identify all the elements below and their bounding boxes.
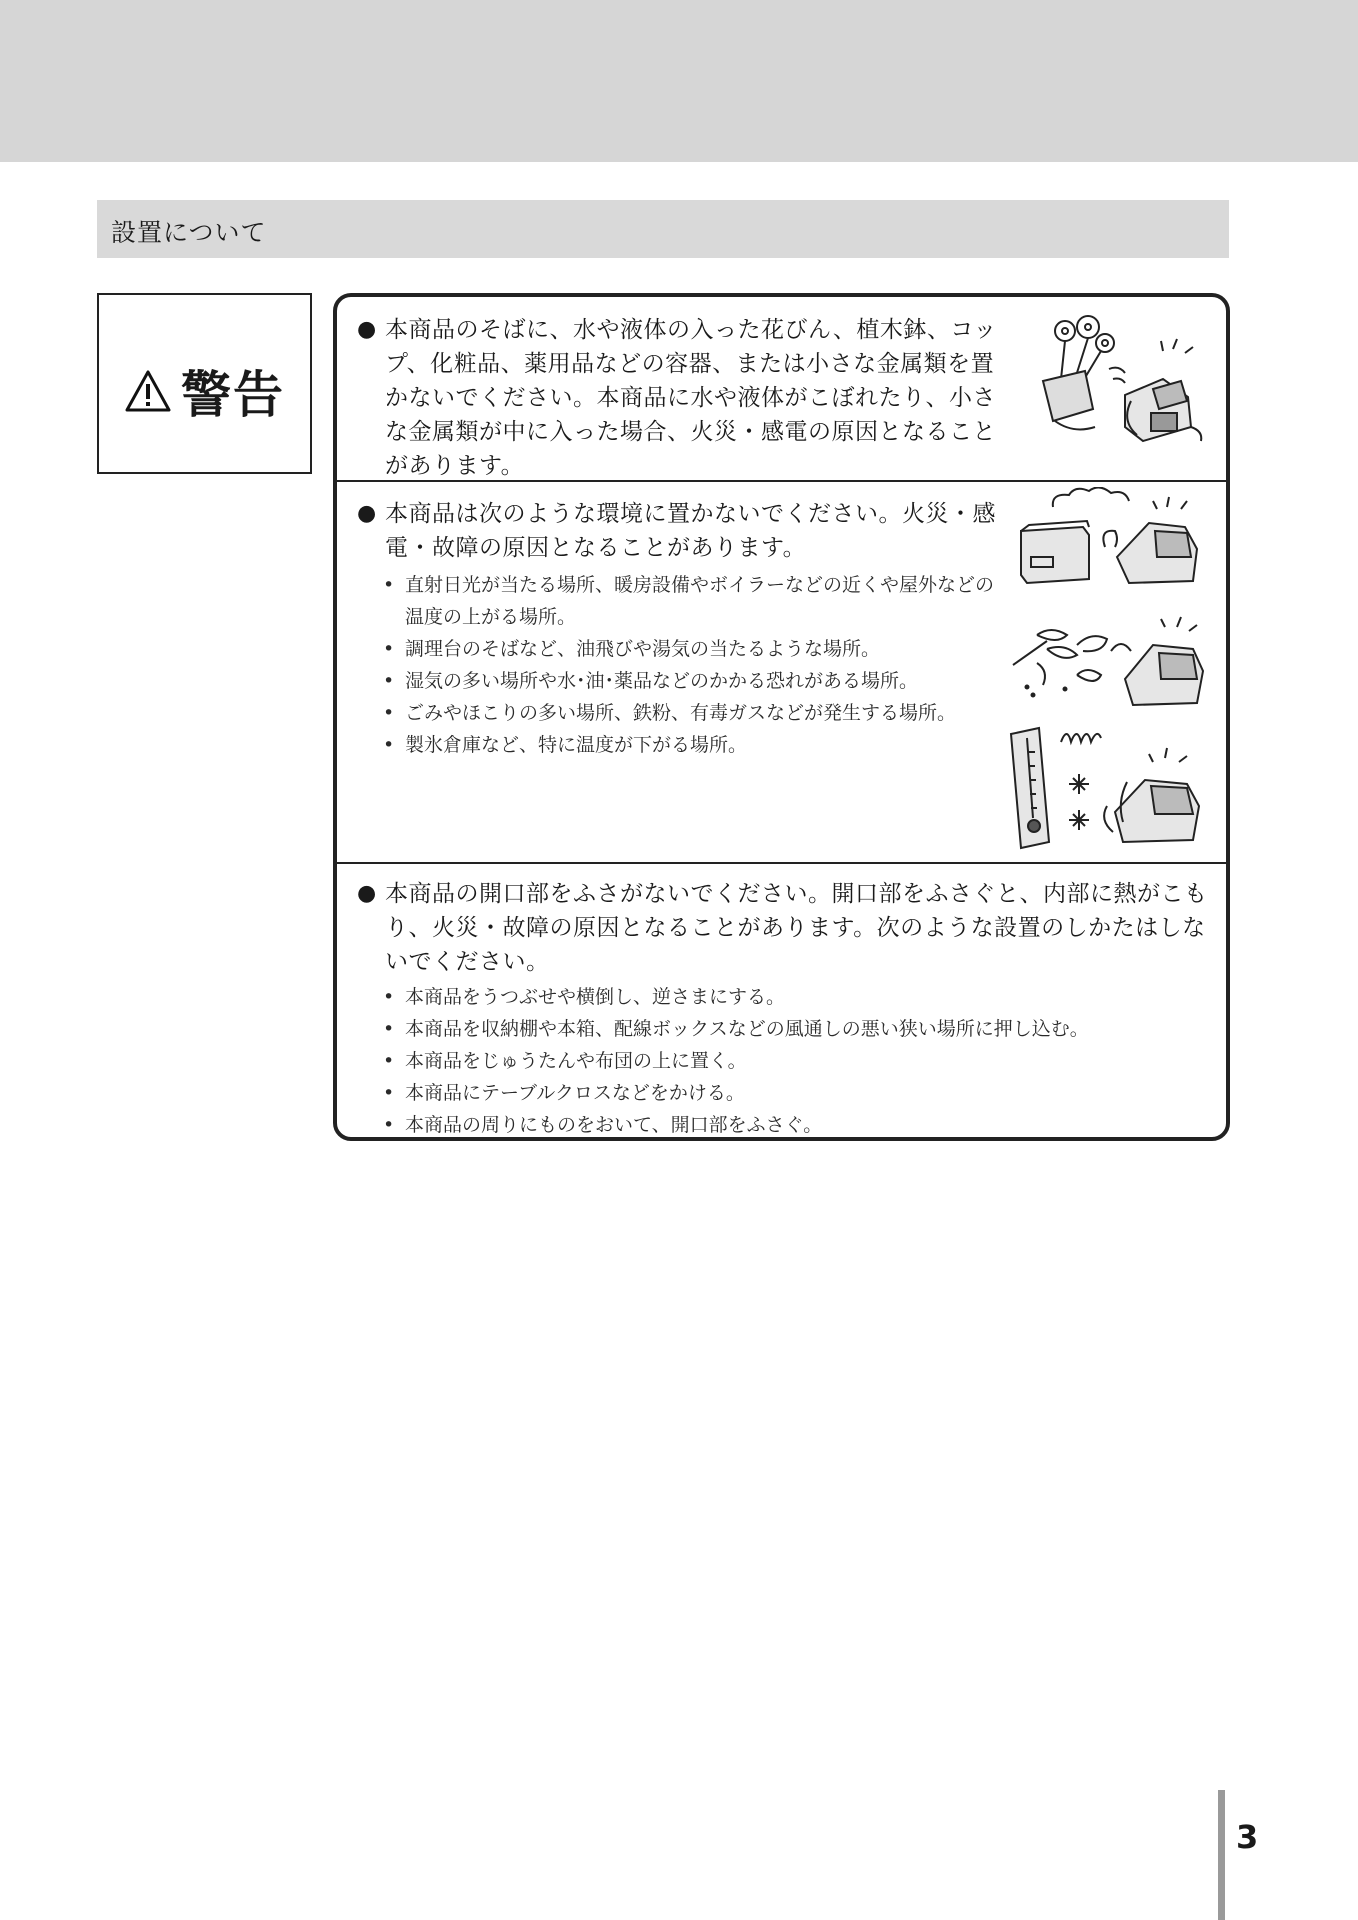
sub-list-item: • 本商品を収納棚や本箱、配線ボックスなどの風通しの悪い狭い場所に押し込む。 xyxy=(383,1018,1089,1040)
block-divider xyxy=(337,480,1226,482)
thermometer-cold-phone-illustration xyxy=(1007,722,1217,857)
warning-content-box xyxy=(333,293,1230,1141)
warning-box xyxy=(97,293,312,474)
warning-item-text: 本商品のそばに、水や液体の入った花びん、植木鉢、コップ、化粧品、薬用品などの容器、または小さな金属類を置かないでください。本商品に水や液体がこぼれたり、小さな金属類が中に入った場合、火災・感電の原因となることがあります。 xyxy=(385,317,997,479)
page-edge-mark xyxy=(1218,1790,1225,1920)
top-band xyxy=(0,0,1358,162)
sub-list-item: • 直射日光が当たる場所、暖房設備やボイラーなどの近くや屋外などの温度の上がる場所。 xyxy=(383,574,995,628)
section-header xyxy=(97,200,1229,258)
warning-label: 警告 xyxy=(181,366,286,424)
sub-list-item: • 調理台のそばなど、油飛びや湯気の当たるような場所。 xyxy=(383,638,881,660)
steam-phone-illustration xyxy=(1007,605,1217,710)
bullet-dot: ● xyxy=(357,881,377,906)
flower-vase-phone-illustration xyxy=(1013,309,1213,449)
sub-list-item: • 湿気の多い場所や水･油･薬品などのかかる恐れがある場所。 xyxy=(383,670,919,692)
bullet-dot: ● xyxy=(357,317,377,342)
page-number: 3 xyxy=(1236,1818,1259,1856)
warning-item-1 xyxy=(357,313,1002,483)
warning-triangle-icon xyxy=(124,369,172,413)
section-title: 設置について xyxy=(111,218,267,247)
sub-list-item: • 本商品をうつぶせや横倒し、逆さまにする。 xyxy=(383,986,786,1008)
sub-list-item: • 本商品にテーブルクロスなどをかける。 xyxy=(383,1082,745,1104)
heater-phone-illustration xyxy=(1017,487,1217,587)
warning-item-text: 本商品の開口部をふさがないでください。開口部をふさぐと、内部に熱がこもり、火災・故障の原因となることがあります。次のような設置のしかたはしないでください。 xyxy=(385,881,1208,975)
warning-item-text: 本商品は次のような環境に置かないでください。火災・感電・故障の原因となることがあります。 xyxy=(385,501,996,561)
bullet-dot: ● xyxy=(357,501,377,526)
sub-list-item: • ごみやほこりの多い場所、鉄粉、有毒ガスなどが発生する場所。 xyxy=(383,702,957,724)
warning-item-2 xyxy=(357,497,1002,761)
block-divider xyxy=(337,862,1226,864)
sub-list-item: • 本商品をじゅうたんや布団の上に置く。 xyxy=(383,1050,747,1072)
sub-list-item: • 製氷倉庫など、特に温度が下がる場所。 xyxy=(383,734,748,756)
warning-item-3 xyxy=(357,877,1217,1141)
sub-list-item: • 本商品の周りにものをおいて、開口部をふさぐ。 xyxy=(383,1114,823,1136)
